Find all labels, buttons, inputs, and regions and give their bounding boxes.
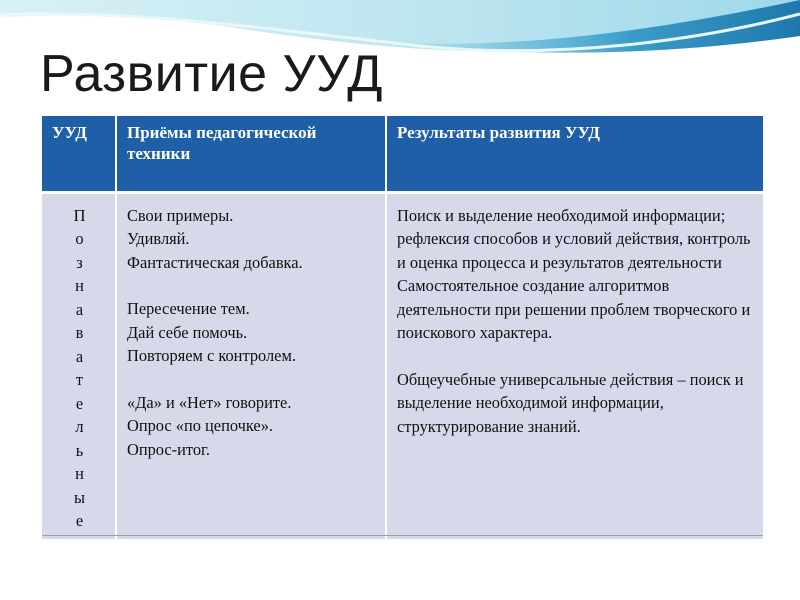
- technique-item: Повторяем с контролем.: [127, 346, 296, 365]
- uud-type-label: [52, 204, 107, 533]
- technique-item: Свои примеры.: [127, 205, 234, 225]
- vertical-letter: П: [73, 205, 86, 225]
- techniques-group-3: [127, 391, 377, 462]
- vertical-letter: ь: [75, 440, 84, 460]
- header-uud: УУД: [42, 116, 116, 192]
- technique-item: Фантастическая добавка.: [127, 252, 303, 272]
- techniques-group-1: [127, 204, 377, 275]
- technique-item: «Да» и «Нет» говорите.: [127, 392, 292, 412]
- vertical-letter: н: [75, 276, 84, 295]
- slide-title: Развитие УУД: [40, 45, 383, 103]
- table-header-row: [42, 116, 763, 192]
- vertical-letter: в: [75, 323, 84, 342]
- vertical-letter: н: [75, 464, 84, 483]
- header-techniques: Приёмы педагогической техники: [116, 116, 386, 192]
- vertical-letter: а: [75, 299, 84, 319]
- results-paragraph-2: Общеучебные универсальные действия – поиск и выделение необходимой информации, структурирование знаний.: [397, 369, 744, 436]
- vertical-letter: з: [76, 252, 83, 272]
- header-results: Результаты развития УУД: [386, 116, 763, 192]
- technique-item: Дай себе помочь.: [127, 322, 248, 342]
- technique-item: Опрос-итог.: [127, 439, 211, 459]
- vertical-letter: т: [75, 370, 84, 389]
- vertical-letter: о: [75, 229, 84, 248]
- technique-item: Удивляй.: [127, 229, 190, 248]
- technique-item: Опрос «по цепочке».: [127, 416, 273, 435]
- results-paragraph-1: Поиск и выделение необходимой информации; рефлексия способов и условий действия, контроль и оценка процесса и результатов деятельности Самостоятельное создание алгоритмов деятельности при решении проблем творческого и поискового характера.: [397, 205, 751, 342]
- uud-table: [42, 116, 763, 539]
- technique-item: Пересечение тем.: [127, 299, 250, 318]
- techniques-group-2: [127, 297, 377, 368]
- uud-type-vertical: [42, 192, 116, 539]
- table-bottom-border: [42, 535, 763, 536]
- results-cell: [386, 192, 763, 539]
- vertical-letter: л: [75, 417, 84, 436]
- vertical-letter: ы: [73, 487, 85, 507]
- table-row: [42, 192, 763, 539]
- techniques-cell: [116, 192, 386, 539]
- vertical-letter: а: [75, 346, 84, 366]
- vertical-letter: е: [75, 393, 84, 413]
- vertical-letter: е: [75, 511, 84, 530]
